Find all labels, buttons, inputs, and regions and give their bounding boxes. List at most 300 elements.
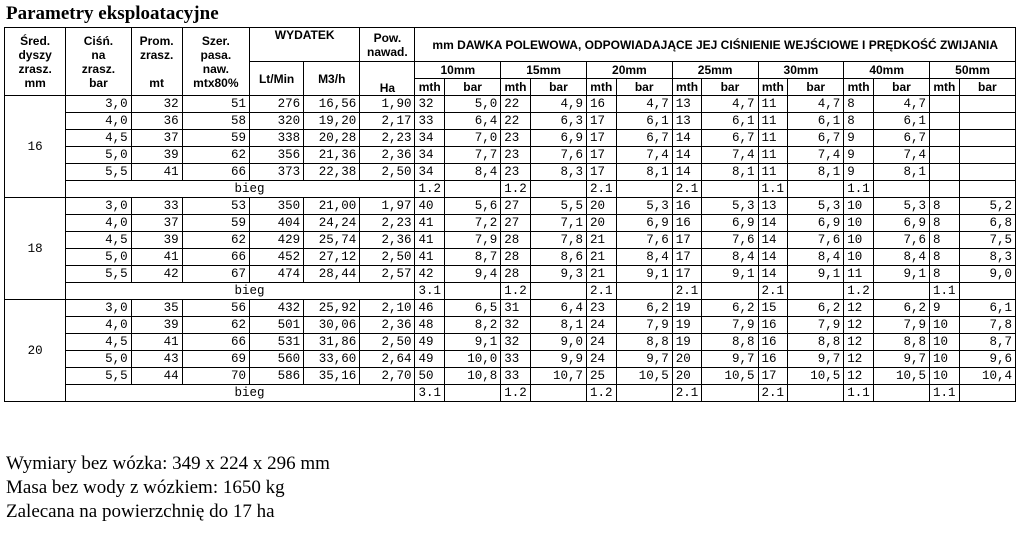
table-cell: 8 [844,96,874,113]
col-header-radius: Prom. zrasz. mt [131,28,182,96]
table-cell: 51 [182,96,249,113]
subheader-bar: bar [959,79,1015,96]
col-header-pressure: Ciśń. na zrasz. bar [66,28,131,96]
table-cell: 8,2 [445,317,501,334]
table-cell: 9,0 [959,266,1015,283]
table-row [5,351,1016,368]
table-cell: 34 [415,147,445,164]
table-cell: 13 [672,96,702,113]
bieg-gear-cell: 2.1 [758,283,788,300]
table-cell: 4,0 [66,215,131,232]
bieg-gear-cell: 1.2 [415,181,445,198]
bieg-empty-cell [702,385,758,402]
table-cell: 7,9 [788,317,844,334]
table-cell: 12 [844,351,874,368]
table-cell: 7,6 [873,232,929,249]
table-cell: 2,23 [360,130,415,147]
table-cell: 373 [250,164,304,181]
table-cell: 14 [758,266,788,283]
col-header-dawka: mm DAWKA POLEWOWA, ODPOWIADAJĄCE JEJ CIŚNIENIE WEJŚCIOWE I PRĘDKOŚĆ ZWIJANIA [415,28,1016,62]
table-cell: 23 [501,130,531,147]
table-cell: 39 [131,147,182,164]
table-cell: 5,5 [66,368,131,385]
table-cell: 21 [586,266,616,283]
table-cell [959,164,1015,181]
table-cell: 59 [182,130,249,147]
table-row [5,215,1016,232]
table-cell: 12 [844,300,874,317]
table-cell [930,164,960,181]
table-cell [930,113,960,130]
table-cell: 9,7 [702,351,758,368]
table-cell: 8 [930,266,960,283]
table-cell: 44 [131,368,182,385]
table-cell: 7,6 [530,147,586,164]
dose-header-15mm: 15mm [501,62,587,79]
table-cell: 24,24 [304,215,360,232]
bieg-gear-cell: 3.1 [415,283,445,300]
table-cell: 4,7 [702,96,758,113]
table-cell: 36 [131,113,182,130]
table-cell: 586 [250,368,304,385]
table-row [5,368,1016,385]
subheader-mth: mth [672,79,702,96]
bieg-gear-cell: 1.1 [930,283,960,300]
table-cell: 8,8 [702,334,758,351]
table-cell: 32 [501,317,531,334]
bieg-empty-cell [873,181,929,198]
table-cell: 474 [250,266,304,283]
table-cell: 5,3 [788,198,844,215]
table-cell: 7,4 [788,147,844,164]
subheader-mth: mth [415,79,445,96]
table-cell: 10 [844,198,874,215]
table-cell: 7,9 [873,317,929,334]
table-cell: 20 [586,198,616,215]
bieg-gear-cell: 2.1 [672,283,702,300]
table-cell: 46 [415,300,445,317]
table-cell: 25,74 [304,232,360,249]
table-cell: 4,0 [66,317,131,334]
table-cell: 6,1 [616,113,672,130]
table-cell: 6,9 [788,215,844,232]
table-cell: 5,0 [66,351,131,368]
table-cell: 6,2 [616,300,672,317]
table-cell: 2,50 [360,334,415,351]
table-cell: 28 [501,249,531,266]
table-cell: 560 [250,351,304,368]
bieg-row [5,283,1016,300]
subheader-mth: mth [501,79,531,96]
table-cell: 41 [415,215,445,232]
table-cell: 7,9 [702,317,758,334]
table-cell: 24 [586,317,616,334]
table-row [5,232,1016,249]
table-cell: 16 [758,317,788,334]
table-cell: 3,0 [66,198,131,215]
bieg-empty-cell [530,283,586,300]
table-cell: 14 [672,130,702,147]
table-cell: 8,4 [702,249,758,266]
bieg-gear-cell: 2.1 [586,283,616,300]
table-cell: 49 [415,351,445,368]
table-cell: 6,1 [959,300,1015,317]
bieg-empty-cell [616,385,672,402]
table-cell: 8,7 [959,334,1015,351]
bieg-empty-cell [530,181,586,198]
bieg-gear-cell: 2.1 [586,181,616,198]
bieg-row [5,181,1016,198]
table-cell: 6,4 [445,113,501,130]
table-cell: 7,8 [530,232,586,249]
table-cell: 6,2 [788,300,844,317]
table-cell: 14 [758,232,788,249]
table-cell: 14 [758,215,788,232]
bieg-gear-cell: 1.2 [501,385,531,402]
table-cell: 7,6 [788,232,844,249]
table-cell: 34 [415,130,445,147]
table-cell: 10 [930,368,960,385]
table-cell: 7,7 [445,147,501,164]
table-cell: 19 [672,300,702,317]
table-cell: 4,7 [788,96,844,113]
bieg-empty-cell [616,283,672,300]
table-cell: 6,1 [702,113,758,130]
bieg-gear-cell: 1.1 [844,181,874,198]
table-cell: 2,17 [360,113,415,130]
table-cell: 5,5 [66,266,131,283]
table-cell: 531 [250,334,304,351]
table-cell: 66 [182,334,249,351]
table-cell: 1,97 [360,198,415,215]
table-cell: 5,0 [66,249,131,266]
table-cell: 276 [250,96,304,113]
table-cell: 10 [844,215,874,232]
table-cell: 10,5 [616,368,672,385]
table-cell: 41 [131,334,182,351]
table-cell [930,96,960,113]
bieg-label: bieg [66,385,415,402]
table-cell: 1,90 [360,96,415,113]
table-cell: 33 [131,198,182,215]
table-cell: 11 [758,164,788,181]
table-cell: 9 [844,130,874,147]
bieg-gear-cell: 3.1 [415,385,445,402]
col-header-irrigated-area: Pow. nawad. [360,28,415,62]
table-cell: 9 [844,147,874,164]
table-cell: 7,6 [616,232,672,249]
table-cell: 8 [930,215,960,232]
table-cell: 35 [131,300,182,317]
table-cell: 35,16 [304,368,360,385]
dose-header-25mm: 25mm [672,62,758,79]
bieg-empty-cell [445,181,501,198]
bieg-gear-cell: 1.1 [930,385,960,402]
table-row [5,266,1016,283]
table-cell: 9,4 [445,266,501,283]
page-title: Parametry eksploatacyjne [6,3,219,24]
table-cell: 10,7 [530,368,586,385]
bieg-empty-cell [873,385,929,402]
table-cell: 62 [182,147,249,164]
table-cell: 39 [131,232,182,249]
table-cell: 4,7 [873,96,929,113]
table-cell: 5,3 [873,198,929,215]
table-cell: 10,4 [959,368,1015,385]
table-cell: 8,8 [873,334,929,351]
table-cell: 11 [758,147,788,164]
footer-dimensions: Wymiary bez wózka: 349 x 224 x 296 mm [6,453,330,474]
table-row [5,334,1016,351]
subheader-bar: bar [616,79,672,96]
bieg-gear-cell: 1.2 [501,181,531,198]
table-cell: 20 [586,215,616,232]
nozzle-size-cell: 16 [5,96,66,198]
table-cell: 21 [586,249,616,266]
footer-mass: Masa bez wody z wózkiem: 1650 kg [6,477,285,498]
table-cell: 10 [844,249,874,266]
nozzle-size-cell: 18 [5,198,66,300]
col-header-strip-width: Szer. pasa. naw. mtx80% [182,28,249,96]
table-cell: 7,5 [959,232,1015,249]
table-cell: 25,92 [304,300,360,317]
table-cell: 7,6 [702,232,758,249]
table-cell: 50 [415,368,445,385]
subheader-bar: bar [530,79,586,96]
table-cell: 9 [930,300,960,317]
subheader-mth: mth [844,79,874,96]
table-cell: 15 [758,300,788,317]
table-cell: 8 [930,249,960,266]
col-header-wydatek: WYDATEK [250,28,360,62]
table-cell: 429 [250,232,304,249]
table-cell: 20 [672,351,702,368]
table-cell: 356 [250,147,304,164]
nozzle-size-cell: 20 [5,300,66,402]
table-cell: 37 [131,130,182,147]
table-cell: 23 [501,164,531,181]
table-row [5,317,1016,334]
table-cell: 17 [586,130,616,147]
table-cell: 6,9 [702,215,758,232]
table-cell: 452 [250,249,304,266]
table-row [5,147,1016,164]
bieg-empty-cell [445,385,501,402]
table-row [5,113,1016,130]
table-cell: 17 [586,164,616,181]
subheader-mth: mth [586,79,616,96]
table-cell: 27 [501,215,531,232]
subheader-bar: bar [445,79,501,96]
table-cell [930,130,960,147]
bieg-gear-cell: 1.1 [758,181,788,198]
table-cell: 6,7 [616,130,672,147]
table-cell: 10 [930,317,960,334]
subheader-bar: bar [788,79,844,96]
bieg-empty-cell [530,385,586,402]
table-cell: 24 [586,351,616,368]
table-cell: 33,60 [304,351,360,368]
table-cell: 41 [131,249,182,266]
table-cell: 6,5 [445,300,501,317]
table-cell: 69 [182,351,249,368]
table-cell: 62 [182,317,249,334]
table-cell: 28 [501,266,531,283]
table-cell: 5,2 [959,198,1015,215]
table-cell: 16 [672,198,702,215]
table-cell: 6,7 [702,130,758,147]
table-cell: 5,5 [530,198,586,215]
table-cell: 7,9 [445,232,501,249]
table-cell: 11 [758,130,788,147]
table-cell: 6,2 [873,300,929,317]
table-cell: 7,0 [445,130,501,147]
table-cell: 22 [501,113,531,130]
table-cell: 48 [415,317,445,334]
table-cell: 49 [415,334,445,351]
table-cell: 58 [182,113,249,130]
table-cell: 16,56 [304,96,360,113]
col-header-m3h: M3/h [304,62,360,96]
table-cell: 7,1 [530,215,586,232]
table-cell: 19 [672,334,702,351]
parameters-table [4,27,1016,402]
table-cell: 5,3 [702,198,758,215]
table-cell: 9,7 [788,351,844,368]
table-cell: 2,57 [360,266,415,283]
table-cell: 10,8 [445,368,501,385]
table-header [5,28,1016,96]
col-header-nozzle-diameter: Śred. dyszy zrasz. mm [5,28,66,96]
table-cell: 19,20 [304,113,360,130]
table-cell: 9,1 [788,266,844,283]
table-cell: 40 [415,198,445,215]
table-cell: 10,0 [445,351,501,368]
table-cell: 23 [586,300,616,317]
table-cell: 12 [844,334,874,351]
table-cell: 6,7 [788,130,844,147]
table-cell: 21,00 [304,198,360,215]
bieg-empty-cell [702,181,758,198]
table-cell: 33 [501,368,531,385]
bieg-empty-cell [959,385,1015,402]
table-cell: 6,1 [873,113,929,130]
table-cell [959,130,1015,147]
table-cell: 31 [501,300,531,317]
table-cell: 70 [182,368,249,385]
bieg-gear-cell: 1.2 [844,283,874,300]
table-cell: 32 [415,96,445,113]
table-cell: 8,8 [788,334,844,351]
table-cell: 6,3 [530,113,586,130]
table-cell: 28 [501,232,531,249]
table-cell: 37 [131,215,182,232]
table-cell: 7,4 [616,147,672,164]
table-cell: 5,5 [66,164,131,181]
table-cell: 7,4 [873,147,929,164]
table-cell: 21,36 [304,147,360,164]
table-cell: 17 [672,266,702,283]
table-cell: 17 [586,147,616,164]
table-cell: 8,6 [530,249,586,266]
table-cell: 8,4 [788,249,844,266]
bieg-empty-cell [788,181,844,198]
table-row [5,300,1016,317]
table-cell: 8,4 [873,249,929,266]
table-cell: 320 [250,113,304,130]
table-cell: 20 [672,368,702,385]
subheader-bar: bar [702,79,758,96]
table-cell: 8,7 [445,249,501,266]
table-cell: 9,1 [616,266,672,283]
table-cell: 7,9 [616,317,672,334]
bieg-gear-cell: 2.1 [672,385,702,402]
table-cell: 6,4 [530,300,586,317]
table-cell: 4,9 [530,96,586,113]
bieg-empty-cell [702,283,758,300]
table-cell: 16 [672,215,702,232]
table-cell: 12 [844,317,874,334]
table-cell: 8 [930,198,960,215]
table-row [5,198,1016,215]
dose-header-10mm: 10mm [415,62,501,79]
table-cell [959,147,1015,164]
bieg-gear-cell [930,181,960,198]
table-cell: 32 [131,96,182,113]
table-cell: 6,8 [959,215,1015,232]
subheader-mth: mth [758,79,788,96]
table-cell: 8,4 [445,164,501,181]
table-cell: 6,7 [873,130,929,147]
table-cell: 9,9 [530,351,586,368]
bieg-gear-cell: 1.2 [501,283,531,300]
bieg-gear-cell: 2.1 [672,181,702,198]
table-cell: 5,0 [445,96,501,113]
table-cell: 13 [758,198,788,215]
table-row [5,96,1016,113]
table-cell: 11 [758,113,788,130]
table-cell: 9,1 [702,266,758,283]
bieg-gear-cell: 1.1 [844,385,874,402]
table-cell: 19 [672,317,702,334]
table-cell: 41 [415,232,445,249]
table-cell: 41 [415,249,445,266]
table-cell: 62 [182,232,249,249]
table-cell: 404 [250,215,304,232]
table-cell: 22,38 [304,164,360,181]
bieg-label: bieg [66,181,415,198]
bieg-empty-cell [616,181,672,198]
dose-header-20mm: 20mm [586,62,672,79]
table-cell: 17 [758,368,788,385]
table-cell [959,96,1015,113]
table-cell: 2,64 [360,351,415,368]
table-cell: 66 [182,249,249,266]
table-cell: 23 [501,147,531,164]
table-cell: 11 [844,266,874,283]
table-cell: 2,50 [360,164,415,181]
table-cell: 3,0 [66,96,131,113]
table-cell: 20,28 [304,130,360,147]
footer-area: Zalecana na powierzchnię do 17 ha [6,501,275,522]
table-cell: 30,06 [304,317,360,334]
table-cell: 8,1 [530,317,586,334]
table-cell: 39 [131,317,182,334]
table-cell: 3,0 [66,300,131,317]
bieg-empty-cell [959,283,1015,300]
table-cell: 16 [758,351,788,368]
table-cell: 8,1 [788,164,844,181]
